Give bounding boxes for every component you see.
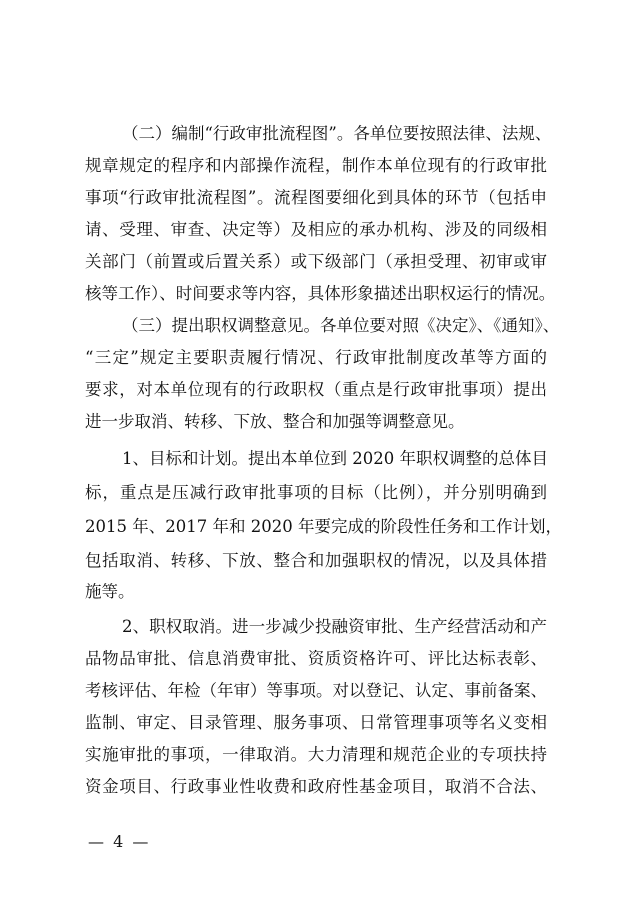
text-line: 2、职权取消。进一步减少投融资审批、生产经营活动和产 [122, 617, 547, 636]
text-line: 核等工作）、时间要求等内容，具体形象描述出职权运行的情况。 [85, 284, 556, 303]
text-line: 关部门（前置或后置关系）或下级部门（承担受理、初审或审 [85, 252, 547, 271]
text-line: 标，重点是压减行政审批事项的目标（比例），并分别明确到 [85, 483, 547, 502]
text-line: （二）编制“行政审批流程图”。各单位要按照法律、法规、 [122, 124, 552, 143]
text-line: 2015 年、2017 年和 2020 年要完成的阶段性任务和工作计划， [85, 517, 562, 536]
text-line: 监制、审定、目录管理、服务事项、日常管理事项等名义变相 [85, 713, 547, 732]
text-line: 事项“行政审批流程图”。流程图要细化到具体的环节（包括申 [85, 188, 547, 207]
text-line: “三定”规定主要职责履行情况、行政审批制度改革等方面的 [85, 348, 547, 367]
text-line: 1、目标和计划。提出本单位到 2020 年职权调整的总体目 [122, 449, 548, 468]
text-line: 施等。 [85, 582, 135, 601]
text-line: 要求，对本单位现有的行政职权（重点是行政审批事项）提出 [85, 380, 547, 399]
text-line: 实施审批的事项，一律取消。大力清理和规范企业的专项扶持 [85, 745, 547, 764]
text-line: （三）提出职权调整意见。各单位要对照《决定》、《通知》、 [122, 316, 560, 335]
text-line: 资金项目、行政事业性收费和政府性基金项目，取消不合法、 [85, 777, 547, 796]
text-line: 规章规定的程序和内部操作流程，制作本单位现有的行政审批 [85, 156, 547, 175]
text-line: 品物品审批、信息消费审批、资质资格许可、评比达标表彰、 [85, 649, 547, 668]
text-line: 考核评估、年检（年审）等事项。对以登记、认定、事前备案、 [85, 681, 547, 700]
text-line: 请、受理、审查、决定等）及相应的承办机构、涉及的同级相 [85, 220, 547, 239]
text-line: 包括取消、转移、下放、整合和加强职权的情况，以及具体措 [85, 551, 547, 570]
text-line: 进一步取消、转移、下放、整合和加强等调整意见。 [85, 412, 465, 431]
page-number: — 4 — [88, 832, 151, 851]
